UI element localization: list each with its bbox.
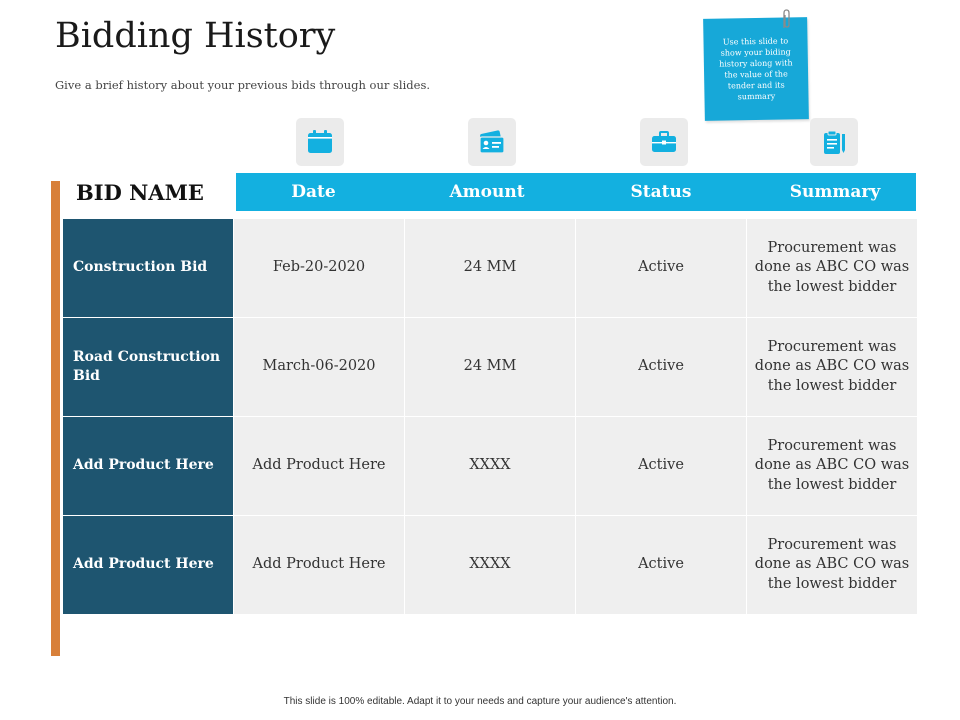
- clipboard-icon: [820, 128, 848, 156]
- accent-side-bar: [51, 181, 60, 656]
- amount-cell: XXXX: [405, 417, 576, 516]
- id-card-icon-box: [468, 118, 516, 166]
- sticky-note: [703, 17, 809, 121]
- status-cell: Active: [576, 318, 747, 417]
- amount-cell: 24 MM: [405, 219, 576, 318]
- date-cell: Add Product Here: [234, 516, 405, 615]
- row-name-cell: Add Product Here: [63, 516, 234, 615]
- summary-cell: Procurement was done as ABC CO was the lowest bidder: [747, 417, 918, 516]
- date-cell: Add Product Here: [234, 417, 405, 516]
- table-header: [236, 173, 916, 211]
- bids-table: [63, 219, 918, 615]
- calendar-icon: [306, 128, 334, 156]
- amount-cell: 24 MM: [405, 318, 576, 417]
- status-cell: Active: [576, 417, 747, 516]
- briefcase-icon: [650, 128, 678, 156]
- slide-footer: This slide is 100% editable. Adapt it to your needs and capture your audience's attention.: [283, 696, 677, 707]
- status-cell: Active: [576, 219, 747, 318]
- header-summary: Summary: [789, 182, 881, 202]
- paperclip-icon: [780, 8, 792, 30]
- header-status: Status: [630, 182, 692, 202]
- status-cell: Active: [576, 516, 747, 615]
- row-name-cell: Add Product Here: [63, 417, 234, 516]
- row-name-cell: Road Construction Bid: [63, 318, 234, 417]
- header-date: Date: [291, 182, 336, 202]
- row-name-cell: Construction Bid: [63, 219, 234, 318]
- date-cell: Feb-20-2020: [234, 219, 405, 318]
- date-cell: March-06-2020: [234, 318, 405, 417]
- header-amount: Amount: [449, 182, 525, 202]
- slide-subtitle: Give a brief history about your previous bids through our slides.: [55, 78, 431, 92]
- amount-cell: XXXX: [405, 516, 576, 615]
- briefcase-icon-box: [640, 118, 688, 166]
- id-card-icon: [477, 128, 507, 156]
- summary-cell: Procurement was done as ABC CO was the lowest bidder: [747, 219, 918, 318]
- slide-title: Bidding History: [55, 16, 336, 56]
- calendar-icon-box: [296, 118, 344, 166]
- sticky-note-text: Use this slide to show your biding history along with the value of the tender and its summary: [719, 36, 793, 102]
- summary-cell: Procurement was done as ABC CO was the lowest bidder: [747, 318, 918, 417]
- bid-name-label: BID NAME: [76, 180, 204, 205]
- summary-cell: Procurement was done as ABC CO was the lowest bidder: [747, 516, 918, 615]
- clipboard-icon-box: [810, 118, 858, 166]
